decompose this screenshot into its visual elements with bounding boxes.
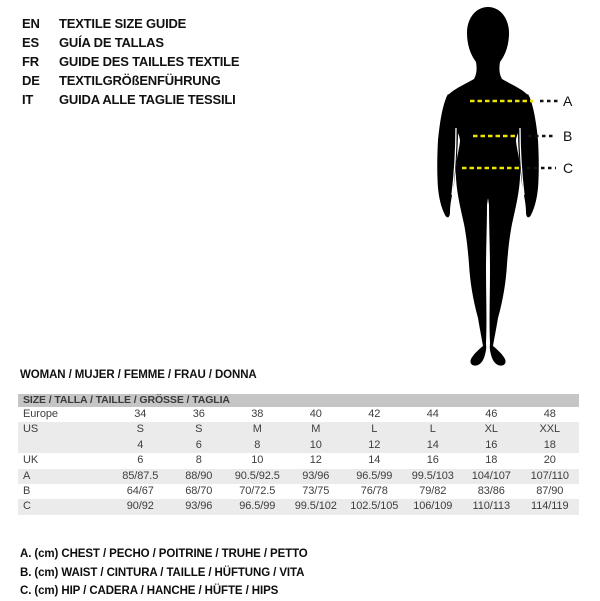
row-label: Europe bbox=[23, 408, 58, 420]
size-value: 114/119 bbox=[531, 500, 569, 513]
lang-row-de bbox=[22, 71, 239, 90]
size-value: 85/87.5 bbox=[122, 469, 159, 482]
row-label: C bbox=[23, 500, 31, 513]
size-value: 6 bbox=[137, 454, 144, 467]
size-value: 12 bbox=[368, 438, 381, 451]
size-table-body bbox=[18, 407, 579, 515]
size-value: 68/70 bbox=[185, 484, 213, 497]
row-label: A bbox=[23, 469, 31, 482]
legend-line-chest: A. (cm) CHEST / PECHO / POITRINE / TRUHE / PETTO bbox=[20, 548, 308, 560]
size-value: M bbox=[311, 423, 321, 436]
lang-code: FR bbox=[22, 54, 39, 69]
lang-title: GUIDE DES TAILLES TEXTILE bbox=[59, 54, 240, 69]
size-value: 40 bbox=[309, 408, 322, 420]
legend-line-waist: B. (cm) WAIST / CINTURA / TAILLE / HÜFTUNG / VITA bbox=[20, 566, 305, 579]
legend-line-hip: C. (cm) HIP / CADERA / HANCHE / HÜFTE / HIPS bbox=[20, 585, 279, 597]
lang-title: GUIDA ALLE TAGLIE TESSILI bbox=[59, 92, 236, 107]
size-value: 79/82 bbox=[419, 484, 447, 497]
size-value: 99.5/103 bbox=[411, 469, 454, 482]
size-value: 8 bbox=[254, 438, 261, 451]
measurement-label-b: B bbox=[563, 128, 573, 144]
size-value: 87/90 bbox=[536, 484, 564, 497]
lang-title: GUÍA DE TALLAS bbox=[59, 35, 164, 50]
size-value: 73/75 bbox=[302, 484, 330, 497]
lang-row-en bbox=[22, 14, 239, 33]
silhouette-svg bbox=[408, 0, 600, 375]
size-value: 99.5/102 bbox=[294, 500, 337, 513]
size-value: XXL bbox=[539, 423, 560, 436]
size-value: 4 bbox=[137, 438, 144, 451]
size-value: 88/90 bbox=[185, 469, 213, 482]
row-label: B bbox=[23, 484, 31, 497]
size-value: 14 bbox=[368, 454, 381, 467]
lang-row-es bbox=[22, 33, 239, 52]
lang-title: TEXTILGRÖßENFÜHRUNG bbox=[59, 73, 221, 88]
table-header-bar: SIZE / TALLA / TAILLE / GRÖSSE / TAGLIA bbox=[18, 394, 579, 407]
lang-code: EN bbox=[22, 16, 40, 31]
lang-row-it bbox=[22, 90, 239, 109]
table-row bbox=[18, 484, 579, 499]
size-table bbox=[18, 394, 579, 515]
size-value: 36 bbox=[192, 408, 205, 420]
row-label bbox=[18, 438, 111, 453]
size-value: 18 bbox=[485, 454, 498, 467]
size-value: 93/96 bbox=[185, 500, 213, 513]
size-value: S bbox=[136, 423, 144, 436]
size-value: 44 bbox=[426, 408, 439, 420]
size-value: 6 bbox=[195, 438, 202, 451]
size-value: XL bbox=[484, 423, 498, 436]
body-silhouette bbox=[446, 7, 530, 366]
size-value: M bbox=[252, 423, 262, 436]
size-value: 16 bbox=[485, 438, 498, 451]
table-row bbox=[18, 453, 579, 468]
size-value: L bbox=[429, 423, 436, 436]
lang-title: TEXTILE SIZE GUIDE bbox=[59, 16, 187, 31]
size-value: 12 bbox=[309, 454, 322, 467]
table-row bbox=[18, 422, 579, 437]
size-value: 16 bbox=[426, 454, 439, 467]
size-value: 90/92 bbox=[126, 500, 154, 513]
size-value: S bbox=[195, 423, 203, 436]
size-value: 93/96 bbox=[302, 469, 330, 482]
lang-code: DE bbox=[22, 73, 40, 88]
measurement-label-a: A bbox=[563, 93, 573, 109]
size-value: 102.5/105 bbox=[350, 500, 399, 513]
table-row bbox=[18, 469, 579, 484]
size-value: 70/72.5 bbox=[239, 484, 276, 497]
size-value: 64/67 bbox=[126, 484, 154, 497]
size-value: 104/107 bbox=[471, 469, 511, 482]
size-value: 96.5/99 bbox=[356, 469, 393, 482]
size-value: 10 bbox=[251, 454, 264, 467]
section-title-woman: WOMAN / MUJER / FEMME / FRAU / DONNA bbox=[20, 369, 257, 381]
size-value: 20 bbox=[543, 454, 556, 467]
language-title-list bbox=[22, 14, 239, 109]
size-value: 110/113 bbox=[472, 500, 510, 513]
lang-row-fr bbox=[22, 52, 239, 71]
row-label: UK bbox=[23, 454, 39, 467]
size-value: 48 bbox=[543, 408, 556, 420]
table-row bbox=[18, 438, 579, 453]
size-value: 106/109 bbox=[413, 500, 453, 513]
measurement-legend bbox=[20, 545, 308, 601]
size-value: 42 bbox=[368, 408, 381, 420]
size-value: 8 bbox=[195, 454, 202, 467]
size-value: 14 bbox=[426, 438, 439, 451]
row-label: US bbox=[23, 423, 39, 436]
table-row bbox=[18, 407, 579, 422]
size-value: 76/78 bbox=[360, 484, 388, 497]
size-value: L bbox=[371, 423, 378, 436]
size-value: 90.5/92.5 bbox=[234, 469, 280, 482]
size-value: 10 bbox=[309, 438, 322, 451]
size-value: 96.5/99 bbox=[239, 500, 276, 513]
size-value: 34 bbox=[134, 408, 147, 420]
size-value: 46 bbox=[485, 408, 498, 420]
lang-code: IT bbox=[22, 92, 34, 107]
size-value: 18 bbox=[543, 438, 556, 451]
size-value: 107/110 bbox=[530, 469, 569, 482]
measurement-label-c: C bbox=[563, 160, 574, 176]
body-measurement-figure bbox=[408, 0, 600, 375]
table-row bbox=[18, 499, 579, 514]
size-value: 83/86 bbox=[477, 484, 505, 497]
lang-code: ES bbox=[22, 35, 39, 50]
size-value: 38 bbox=[251, 408, 264, 420]
